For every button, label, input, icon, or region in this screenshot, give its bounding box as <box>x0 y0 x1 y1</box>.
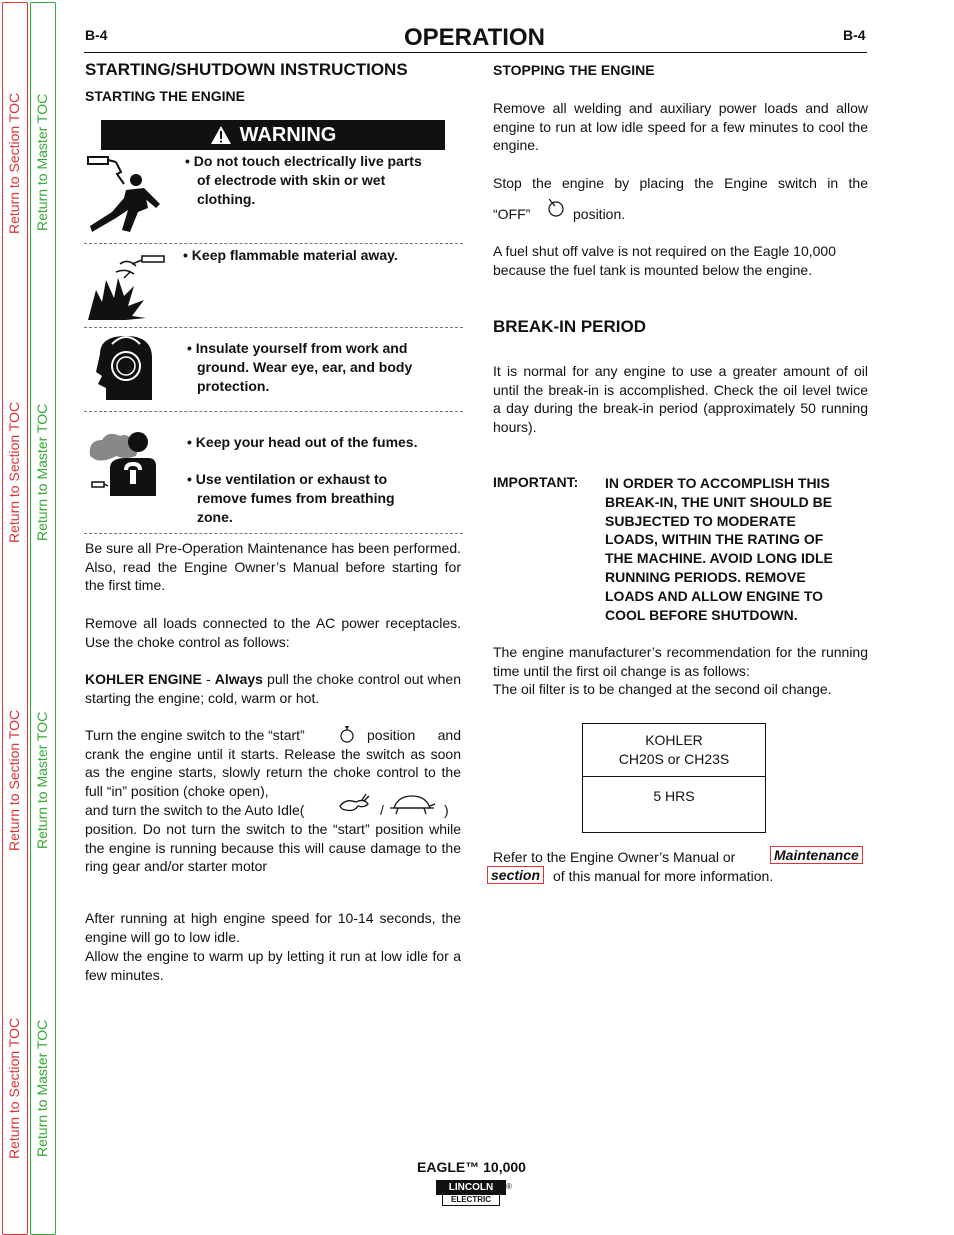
pre-operation-paragraph: Be sure all Pre-Operation Maintenance has been performed. Also, read the Engine Owner’s Manual before starting for the first time. <box>85 540 461 594</box>
turn-switch-text-b: position and crank the engine until it starts. Release the switch as soon as the engine starts, slowly return the choke control to the full “in” position (choke open), <box>85 727 461 800</box>
product-name: EAGLE™ 10,000 <box>417 1159 526 1175</box>
turtle-low-idle-icon <box>388 794 436 816</box>
page-number-left: B-4 <box>85 27 108 43</box>
return-section-toc-link-3[interactable]: Return to Section TOC <box>6 709 22 851</box>
off-position-icon <box>546 195 566 219</box>
rabbit-high-speed-icon <box>336 792 372 814</box>
warning-divider <box>84 243 463 244</box>
kohler-paragraph <box>85 670 461 707</box>
kohler-rest: pull the choke control out when starting the engine; cold, warm or hot. <box>85 671 461 706</box>
fumes-icon <box>86 430 166 500</box>
stopping-engine-heading: STOPPING THE ENGINE <box>493 62 655 78</box>
turn-switch-text-c: and turn the switch to the Auto Idle( <box>85 802 305 818</box>
important-line: RUNNING PERIODS. REMOVE <box>605 568 806 585</box>
table-cell-brand: KOHLER <box>645 732 703 748</box>
return-master-toc-link-1[interactable]: Return to Master TOC <box>34 93 50 231</box>
warning-ventilation-line2: remove fumes from breathing <box>197 490 395 506</box>
warning-divider <box>84 411 463 412</box>
fuel-valve-paragraph: A fuel shut off valve is not required on the Eagle 10,000 because the fuel tank is mounted below the engine. <box>493 243 836 278</box>
return-section-toc-link-2[interactable]: Return to Section TOC <box>6 401 22 543</box>
important-text <box>605 474 833 624</box>
lincoln-electric-logo <box>436 1180 514 1206</box>
starting-engine-heading: STARTING THE ENGINE <box>85 88 245 104</box>
important-line: SUBJECTED TO MODERATE <box>605 512 796 529</box>
maintenance-section-link[interactable]: Maintenance <box>770 846 863 864</box>
kohler-label: KOHLER ENGINE <box>85 671 202 687</box>
maintenance-section-link-cont[interactable]: section <box>487 866 544 884</box>
warning-divider <box>84 533 463 534</box>
return-master-toc-link-3[interactable]: Return to Master TOC <box>34 711 50 849</box>
refer-text-b: of this manual for more information. <box>553 868 774 884</box>
logo-bottom: ELECTRIC <box>442 1194 500 1206</box>
warning-divider <box>84 327 463 328</box>
break-in-paragraph: It is normal for any engine to use a greater amount of oil until the break-in is accomplished. Check the oil level twice a day during the break-in period (approximately 50 running hours). <box>493 363 868 436</box>
stop-position-text: position. <box>573 206 626 222</box>
warm-up-paragraph: Allow the engine to warm up by letting it run at low idle for a few minutes. <box>85 948 461 983</box>
electric-shock-icon <box>86 152 166 234</box>
table-cell-model: CH20S or CH23S <box>618 751 730 767</box>
stop-paragraph-1: Remove all welding and auxiliary power loads and allow engine to run at low idle speed for a few minutes to cool the engine. <box>493 100 868 154</box>
stop-paragraph-2a: Stop the engine by placing the Engine switch in the <box>493 175 868 191</box>
warning-shock-line1: • Do not touch electrically live parts <box>185 153 422 169</box>
refer-text-a: Refer to the Engine Owner’s Manual or <box>493 849 736 865</box>
important-line: IN ORDER TO ACCOMPLISH THIS <box>605 475 830 491</box>
protective-gear-icon <box>92 334 160 404</box>
important-line: LOADS AND ALLOW ENGINE TO <box>605 587 824 604</box>
important-line: LOADS, WITHIN THE RATING OF <box>605 531 824 548</box>
kohler-separator: - <box>201 671 215 687</box>
warning-insulate-line1: • Insulate yourself from work and <box>187 340 408 356</box>
break-in-heading: BREAK-IN PERIOD <box>493 317 647 336</box>
warning-insulate-line2: ground. Wear eye, ear, and body <box>197 359 413 375</box>
important-line: COOL BEFORE SHUTDOWN. <box>605 606 798 623</box>
return-master-toc-link-4[interactable]: Return to Master TOC <box>34 1019 50 1157</box>
warning-ventilation-line3: zone. <box>197 509 233 525</box>
warning-ventilation-line1: • Use ventilation or exhaust to <box>187 471 388 487</box>
important-line: THE MACHINE. AVOID LONG IDLE <box>605 550 833 567</box>
turn-switch-text-d: position. Do not turn the switch to the “start” position while the engine is running because this will cause damage to the ring gear and/or starter motor <box>85 821 461 875</box>
table-row-engine <box>583 724 765 777</box>
table-row-hours: 5 HRS <box>653 788 695 804</box>
section-heading: STARTING/SHUTDOWN INSTRUCTIONS <box>85 60 408 79</box>
page-title: OPERATION <box>404 24 545 51</box>
warning-flammable: • Keep flammable material away. <box>183 247 398 263</box>
idle-slash: / <box>380 802 384 818</box>
warning-shock-line2: of electrode with skin or wet <box>197 172 386 188</box>
remove-loads-paragraph: Remove all loads connected to the AC power receptacles. Use the choke control as follows: <box>85 615 461 650</box>
important-label: IMPORTANT: <box>493 474 579 490</box>
oil-change-table <box>582 723 766 833</box>
warning-triangle-icon <box>210 125 232 145</box>
return-section-toc-link-4[interactable]: Return to Section TOC <box>6 1017 22 1159</box>
after-running-paragraph: After running at high engine speed for 10-14 seconds, the engine will go to low idle. <box>85 910 461 945</box>
oil-filter-paragraph: The oil filter is to be changed at the second oil change. <box>493 681 832 697</box>
idle-close-paren: ) <box>444 802 449 818</box>
logo-top: LINCOLN <box>436 1180 506 1195</box>
logo-registered: ® <box>506 1182 512 1191</box>
warning-label: WARNING <box>239 123 337 146</box>
fire-explosion-icon <box>86 250 168 322</box>
warning-banner <box>101 120 445 150</box>
important-line: BREAK-IN, THE UNIT SHOULD BE <box>605 493 833 510</box>
kohler-always: Always <box>214 671 263 687</box>
return-master-toc-link-2[interactable]: Return to Master TOC <box>34 403 50 541</box>
warning-insulate-line3: protection. <box>197 378 270 394</box>
turn-switch-text-a: Turn the engine switch to the “start” <box>85 727 305 743</box>
stop-off-label: “OFF” <box>493 206 531 222</box>
manufacturer-paragraph: The engine manufacturer’s recommendation for the running time until the first oil change is as follows: <box>493 644 868 679</box>
return-section-toc-link-1[interactable]: Return to Section TOC <box>6 92 22 234</box>
header-rule <box>84 52 867 53</box>
page-number-right: B-4 <box>843 27 866 43</box>
warning-fumes: • Keep your head out of the fumes. <box>187 434 418 450</box>
warning-shock-line3: clothing. <box>197 191 256 207</box>
